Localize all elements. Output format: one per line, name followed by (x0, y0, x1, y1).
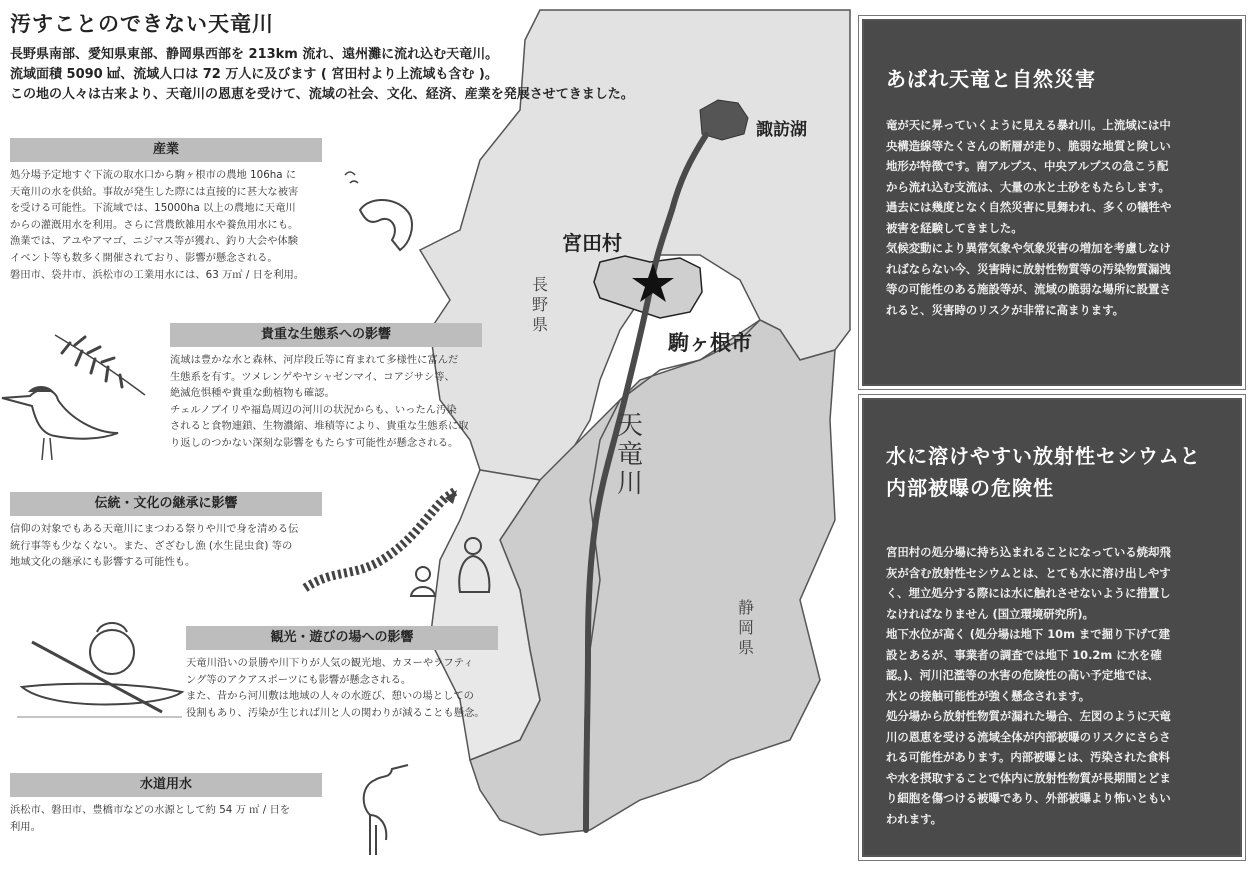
text-line: 気候変動により異常気象や気象災害の増加を考慮しなけ (886, 241, 1171, 255)
panel-title-line: 水に溶けやすい放射性セシウムと (886, 444, 1201, 468)
text-line: 信仰の対象でもある天竜川にまつわる祭りや川で身を清める伝 (10, 523, 299, 535)
text-line: 処分場予定地すぐ下流の取水口から駒ヶ根市の農地 106ha に (10, 169, 297, 181)
text-line: ればならない今、災害時に放射性物質等の汚染物質漏洩 (886, 261, 1171, 276)
text-line: り細胞を傷つける被曝であり、外部被曝より怖いともい (886, 791, 1171, 805)
heron-illustration (340, 755, 415, 865)
intro-line: 流域面積 5090 ㎢、流域人口は 72 万人に及びます ( 宮田村より上流域も含む )。 (10, 67, 498, 82)
panel-title: あばれ天竜と自然災害 (886, 67, 1096, 91)
panel-title (886, 440, 1240, 504)
text-line: 処分場から放射性物質が漏れた場合、左図のように天竜 (886, 709, 1171, 723)
text-line: 川の恩恵を受ける流域全体が内部被曝のリスクにさらさ (886, 729, 1171, 744)
text-line: 宮田村の処分場に持ち込まれることになっている焼却飛 (886, 545, 1171, 559)
text-line: 生態系を有す。ツメレンゲやヤシャゼンマイ、コアジサシ等、 (170, 370, 455, 383)
section-body (186, 655, 498, 721)
tenryu-river-label: 天竜川 (617, 411, 644, 499)
text-line: く、埋立処分する際には水に触れさせないように措置し (886, 586, 1171, 600)
text-line: 統行事等も少なくない。また、ざざむし漁 (水生昆虫食) 等の (10, 539, 293, 552)
nagano-pref-label: 長野県 (532, 275, 549, 334)
panel-body (886, 542, 1240, 829)
section-body (10, 802, 322, 835)
text-line: されると食物連鎖、生物濃縮、堆積等により、貴重な生態系に取 (170, 420, 469, 433)
panel-natural-disaster (862, 19, 1242, 386)
text-line: 天竜川の水を供給。事故が発生した際には直接的に甚大な被害 (10, 185, 299, 198)
page-title: 汚すことのできない天竜川 (10, 12, 274, 36)
text-line: からの灌漑用水を利用。さらに営農飲雑用水や養魚用水にも。 (10, 218, 299, 231)
fish-illustration (340, 165, 430, 265)
komagane-city-label: 駒ヶ根市 (668, 331, 752, 355)
text-line: 地形が特徴です。南アルプス、中央アルプスの急こう配 (886, 159, 1169, 173)
section-heading: 貴重な生態系への影響 (170, 323, 482, 347)
text-line: 等の可能性のある施設等が、流域の脆弱な場所に設置さ (886, 282, 1171, 296)
section-heading: 水道用水 (10, 773, 322, 797)
text-line: 流域は豊かな水と森林、河岸段丘等に育まれて多様性に富んだ (170, 354, 459, 366)
text-line: れる可能性があります。内部被曝とは、汚染された食料 (886, 750, 1170, 764)
text-line: われます。 (886, 811, 943, 826)
text-line: 設とあるが、事業者の調査では地下 10.2m に水を確 (886, 647, 1162, 662)
panel-title-line: 内部被曝の危険性 (886, 476, 1054, 500)
text-line: から流れ込む支流は、大量の水と土砂をもたらします。 (886, 179, 1170, 194)
intro-line: この地の人々は古来より、天竜川の恩恵を受けて、流域の社会、文化、経済、産業を発展させてきました。 (10, 87, 634, 102)
text-line: り返しのつかない深刻な影響をもたらす可能性が懸念される。 (170, 436, 459, 449)
text-line: 水との接触可能性が強く懸念されます。 (886, 688, 1091, 703)
text-line: 地域文化の継承にも影響する可能性も。 (10, 556, 196, 569)
kayaker-illustration (12, 612, 187, 722)
people-illustration (405, 532, 495, 602)
text-line: チェルノブイリや福島周辺の河川の状況からも、いったん汚染 (170, 403, 457, 416)
text-line: 被害を経験してきました。 (886, 220, 1023, 235)
text-line: 利用。 (10, 820, 41, 833)
section-tourism (186, 626, 498, 721)
text-line: 過去には幾度となく自然災害に見舞われ、多くの犠牲や (886, 200, 1172, 214)
lake-suwa-label: 諏訪湖 (756, 120, 807, 140)
section-tradition (10, 492, 322, 571)
section-heading: 産業 (10, 138, 322, 162)
text-line: や水を摂取することで体内に放射性物質が長期間とどま (886, 770, 1171, 785)
panel-cesium-risk (862, 398, 1242, 857)
text-line: イベント等も数多く開催されており、影響が懸念される。 (10, 251, 278, 264)
section-body (10, 521, 322, 571)
tern-bird-illustration (0, 378, 120, 468)
intro-line: 長野県南部、愛知県東部、静岡県西部を 213km 流れ、遠州灘に流れ込む天竜川。 (10, 47, 499, 62)
text-line: 竜が天に昇っていくように見える暴れ川。上流域には中 (886, 118, 1171, 132)
text-line: 天竜川沿いの景勝や川下りが人気の観光地、カヌーやラフティ (186, 657, 474, 669)
text-line: 浜松市、磐田市、豊橋市などの水源として約 54 万 ㎥ / 日を (10, 804, 291, 816)
section-water-supply (10, 773, 322, 835)
text-line: れると、災害時のリスクが非常に高まります。 (886, 302, 1125, 317)
text-line: 役割もあり、汚染が生じれば川と人の関わりが減ることも懸念。 (186, 706, 485, 719)
section-heading: 伝統・文化の継承に影響 (10, 492, 322, 516)
text-line: を受ける可能性。下流域では、15000ha 以上の農地に天竜川 (10, 202, 296, 215)
text-line: 絶滅危惧種や貴重な動植物も確認。 (170, 387, 335, 400)
text-line: 磐田市、袋井市、浜松市の工業用水には、63 万㎥ / 日を利用。 (10, 268, 305, 281)
shizuoka-pref-label: 静岡県 (738, 598, 755, 657)
section-body (10, 167, 322, 283)
intro-text (10, 45, 730, 105)
text-line: 灰が含む放射性セシウムとは、とても水に溶け出しやす (886, 565, 1171, 580)
text-line: 地下水位が高く (処分場は地下 10m まで掘り下げて建 (886, 627, 1171, 641)
text-line: 央構造線等たくさんの断層が走り、脆弱な地質と険しい (886, 138, 1171, 153)
text-line: 漁業では、アユやアマゴ、ニジマス等が獲れ、釣り大会や体験 (10, 235, 299, 248)
miyada-village-label: 宮田村 (562, 231, 622, 255)
section-industry (10, 138, 322, 283)
panel-body (886, 115, 1240, 320)
text-line: 認。)、河川氾濫等の水害の危険性の高い予定地では、 (886, 668, 1159, 682)
text-line: ング等のアクアスポーツにも影響が懸念される。 (186, 673, 412, 686)
section-heading: 観光・遊びの場への影響 (186, 626, 498, 650)
section-ecosystem (170, 323, 482, 452)
section-body (170, 352, 482, 452)
text-line: なければなりません (国立環境研究所)。 (886, 606, 1095, 621)
text-line: また、昔から河川敷は地域の人々の水遊び、憩いの場としての (186, 690, 474, 703)
